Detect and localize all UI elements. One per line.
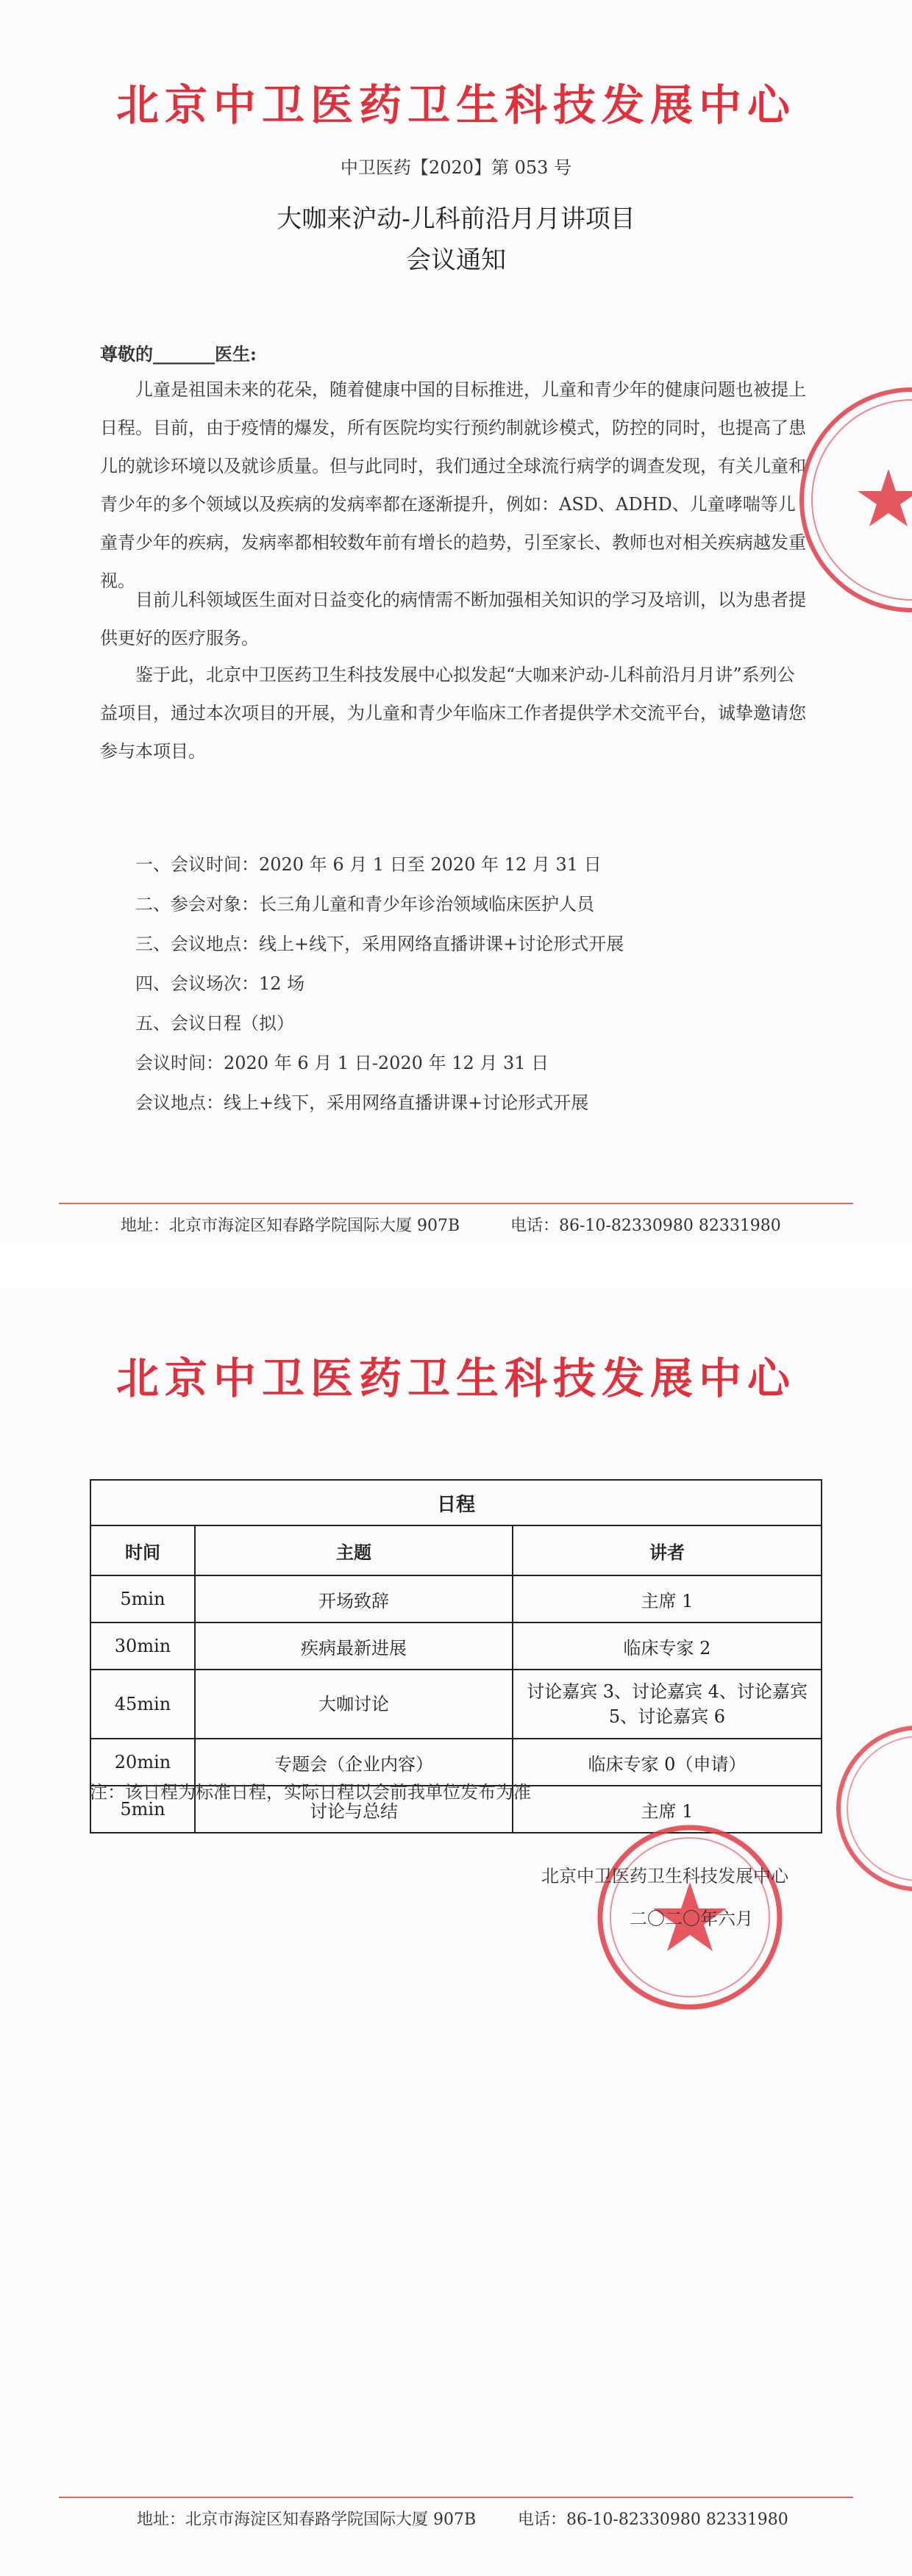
table-row (90, 1670, 822, 1739)
signature-date: 二〇二〇年六月 (630, 1908, 753, 1929)
detail-sessions: 四、会议场次：12 场 (135, 973, 305, 994)
cell-time: 30min (90, 1622, 195, 1670)
detail-location: 三、会议地点：线上+线下，采用网络直播讲课+讨论形式开展 (135, 934, 624, 954)
footer-phone: 电话：86-10-82330980 82331980 (510, 1217, 781, 1235)
cell-speaker: 主席 1 (513, 1575, 822, 1622)
signature-organization: 北京中卫医药卫生科技发展中心 (541, 1866, 788, 1886)
cell-time: 20min (90, 1739, 195, 1786)
notice-title: 大咖来沪动-儿科前沿月月讲项目 (277, 204, 635, 234)
letterhead-title: 北京中卫医药卫生科技发展中心 (115, 80, 796, 130)
paragraph-background: 儿童是祖国未来的花朵，随着健康中国的目标推进，儿童和青少年的健康问题也被提上日程。目前，由于疫情的爆发，所有医院均实行预约制就诊模式，防控的同时，也提高了患儿的就诊环境以及就诊质量。但与此同时，我们通过全球流行病学的调查发现，有关儿童和青少年的多个领域以及疾病的发病率都在逐渐提升，例如：ASD、ADHD、儿童哮喘等儿童青少年的疾病，发病率都相较数年前有增长的趋势，引至家长、教师也对相关疾病越发重视。 (100, 379, 806, 591)
cell-time: 5min (90, 1786, 195, 1833)
meeting-details-list (100, 845, 806, 1123)
agenda-note: 注：该日程为标准日程，实际日程以会前我单位发布为准 (90, 1782, 531, 1803)
official-seal-partial-2 (794, 1720, 912, 1897)
footer-address-2: 地址：北京市海淀区知春路学院国际大厦 907B (137, 2511, 477, 2529)
schedule-place: 会议地点：线上+线下，采用网络直播讲课+讨论形式开展 (135, 1092, 589, 1113)
cell-speaker: 讨论嘉宾 3、讨论嘉宾 4、讨论嘉宾 5、讨论嘉宾 6 (513, 1670, 822, 1739)
paragraph-purpose: 目前儿科领域医生面对日益变化的病情需不断加强相关知识的学习及培训，以为患者提供更好的医疗服务。 (100, 590, 806, 648)
notice-subtitle: 会议通知 (406, 246, 506, 275)
greeting: 尊敬的_______医生: (100, 343, 257, 365)
schedule-time: 会议时间：2020 年 6 月 1 日-2020 年 12 月 31 日 (135, 1053, 549, 1073)
page-gap (0, 1242, 912, 1288)
notice-page-1 (0, 0, 912, 1242)
cell-topic: 疾病最新进展 (195, 1622, 513, 1670)
cell-topic: 专题会（企业内容） (195, 1739, 513, 1786)
letterhead-title-2: 北京中卫医药卫生科技发展中心 (115, 1353, 796, 1403)
footer-divider (59, 1203, 853, 1204)
table-row (90, 1622, 822, 1670)
cell-time: 45min (90, 1670, 195, 1739)
official-seal-partial (794, 382, 912, 618)
cell-time: 5min (90, 1575, 195, 1622)
table-row (90, 1575, 822, 1622)
footer-divider-2 (59, 2497, 853, 2498)
footer-address: 地址：北京市海淀区知春路学院国际大厦 907B (121, 1217, 460, 1235)
detail-audience: 二、参会对象：长三角儿童和青少年诊治领域临床医护人员 (135, 894, 594, 915)
cell-topic: 讨论与总结 (195, 1786, 513, 1833)
document-number: 中卫医药【2020】第 053 号 (340, 157, 572, 178)
detail-time: 一、会议时间：2020 年 6 月 1 日至 2020 年 12 月 31 日 (135, 854, 602, 875)
column-header-topic: 主题 (195, 1525, 513, 1575)
cell-topic: 开场致辞 (195, 1575, 513, 1622)
cell-speaker: 主席 1 (513, 1786, 822, 1833)
cell-topic: 大咖讨论 (195, 1670, 513, 1739)
agenda-table-title: 日程 (90, 1480, 822, 1525)
detail-agenda-heading: 五、会议日程（拟） (135, 1013, 294, 1034)
column-header-time: 时间 (90, 1525, 195, 1575)
footer-phone-2: 电话：86-10-82330980 82331980 (518, 2511, 788, 2529)
cell-speaker: 临床专家 2 (513, 1622, 822, 1670)
paragraph-invitation: 鉴于此，北京中卫医药卫生科技发展中心拟发起“大咖来沪动-儿科前沿月月讲”系列公益项目，通过本次项目的开展，为儿童和青少年临床工作者提供学术交流平台，诚挚邀请您参与本项目。 (100, 665, 806, 762)
cell-speaker: 临床专家 0（申请） (513, 1739, 822, 1786)
column-header-speaker: 讲者 (513, 1525, 822, 1575)
